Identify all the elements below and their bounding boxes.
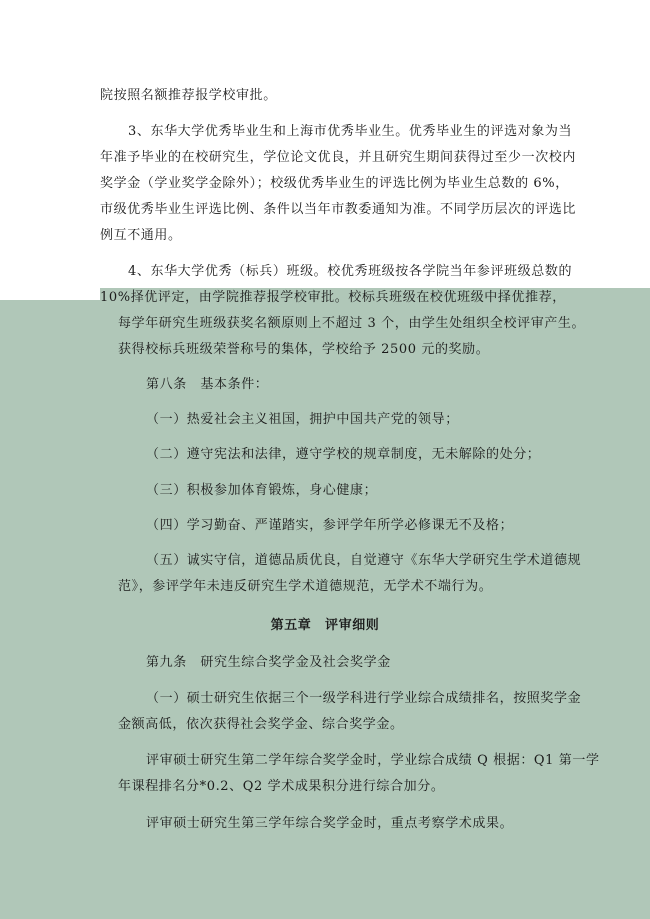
paragraph-line: 评审硕士研究生第二学年综合奖学金时，学业综合成绩 Q 根据：Q1 第一学 [146, 753, 600, 768]
condition-item: （一）热爱社会主义祖国，拥护中国共产党的领导； [146, 412, 459, 427]
condition-item: （二）遵守宪法和法律，遵守学校的规章制度，无未解除的处分； [146, 447, 541, 462]
paragraph-line: 每学年研究生班级获奖名额原则上不超过 3 个，由学生处组织全校评审产生。 [118, 316, 586, 331]
paragraph-line: 奖学金（学业奖学金除外）；校级优秀毕业生的评选比例为毕业生总数的 6%， [100, 176, 569, 191]
paragraph-line: 4、东华大学优秀（标兵）班级。校优秀班级按各学院当年参评班级总数的 [128, 264, 573, 279]
condition-item: （三）积极参加体育锻炼，身心健康； [146, 483, 378, 498]
chapter-heading: 第五章 评审细则 [270, 618, 380, 633]
paragraph-line: 3、东华大学优秀毕业生和上海市优秀毕业生。优秀毕业生的评选对象为当 [128, 124, 573, 139]
condition-item: （四）学习勤奋、严谨踏实，参评学年所学必修课无不及格； [146, 518, 514, 533]
paragraph-line: （一）硕士研究生依据三个一级学科进行学业综合成绩排名，按照奖学金 [146, 691, 582, 706]
paragraph-line: 例互不通用。 [100, 228, 182, 243]
paragraph-line: 评审硕士研究生第三学年综合奖学金时，重点考察学术成果。 [146, 816, 514, 831]
condition-item: （五）诚实守信，道德品质优良，自觉遵守《东华大学研究生学术道德规 [146, 553, 582, 568]
paragraph-line: 金额高低，依次获得社会奖学金、综合奖学金。 [118, 717, 404, 732]
condition-item: 范》，参评学年未违反研究生学术道德规范，无学术不端行为。 [118, 579, 493, 594]
paragraph-line: 年课程排名分*0.2、Q2 学术成果积分进行综合加分。 [118, 779, 445, 794]
article-heading: 第八条 基本条件： [146, 377, 269, 392]
paragraph-line: 市级优秀毕业生评选比例、条件以当年市教委通知为准。不同学历层次的评选比 [100, 202, 577, 217]
paragraph-line: 年准予毕业的在校研究生，学位论文优良，并且研究生期间获得过至少一次校内 [100, 150, 577, 165]
article-heading: 第九条 研究生综合奖学金及社会奖学金 [146, 655, 391, 670]
paragraph-line: 获得校标兵班级荣誉称号的集体，学校给予 2500 元的奖励。 [118, 342, 490, 357]
scan-tint-region-left [0, 300, 100, 919]
paragraph-line: 10%择优评定，由学院推荐报学校审批。校标兵班级在校优班级中择优推荐， [100, 290, 566, 305]
paragraph-line: 院按照名额推荐报学校审批。 [100, 88, 277, 103]
